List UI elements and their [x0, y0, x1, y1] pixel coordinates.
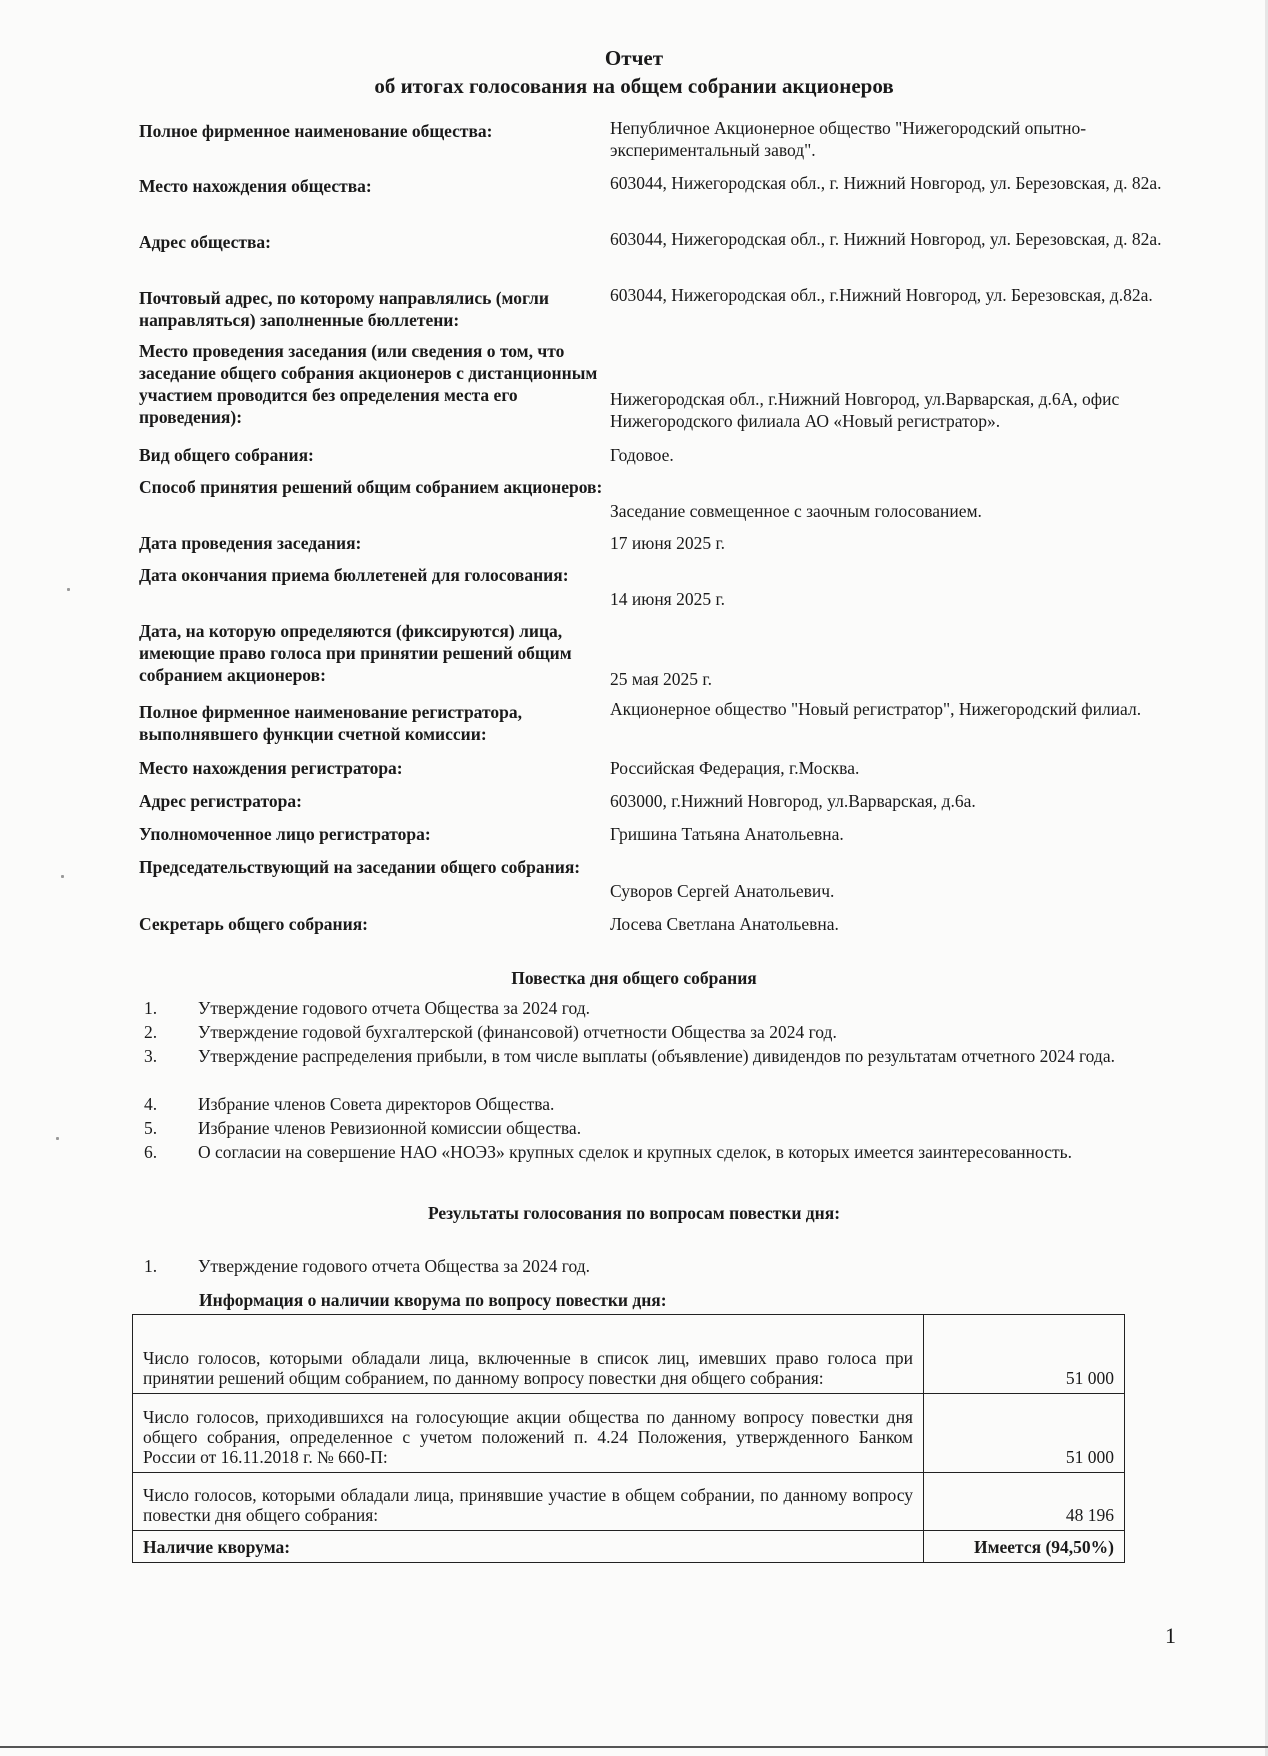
info-label: Адрес регистратора:	[139, 791, 302, 811]
info-label: Почтовый адрес, по которому направлялись (могли направляться) заполненные бюллетени:	[139, 288, 549, 330]
agenda-title: Повестка дня общего собрания	[511, 968, 757, 988]
agenda-item-number: 4.	[144, 1094, 158, 1114]
info-label: Полное фирменное наименование регистратора, выполнявшего функции счетной комиссии:	[139, 702, 522, 744]
table-row	[133, 1315, 1125, 1394]
info-value: Суворов Сергей Анатольевич.	[610, 881, 835, 901]
agenda-item-number: 2.	[144, 1022, 158, 1042]
scan-speck	[67, 588, 70, 591]
info-value: Российская Федерация, г.Москва.	[610, 758, 860, 778]
info-value: Заседание совмещенное с заочным голосованием.	[610, 501, 982, 521]
agenda-item-number: 1.	[144, 998, 158, 1018]
agenda-item-text: О согласии на совершение НАО «НОЭЗ» крупных сделок и крупных сделок, в которых имеется заинтересованность.	[198, 1142, 1072, 1162]
quorum-row-label: Число голосов, которыми обладали лица, принявшие участие в общем собрании, по данному вопросу повестки дня общего собрания:	[133, 1473, 924, 1531]
info-label: Адрес общества:	[139, 232, 271, 252]
results-question-text: Утверждение годового отчета Общества за 2024 год.	[198, 1256, 590, 1276]
quorum-row-label: Число голосов, которыми обладали лица, включенные в список лиц, имевших право голоса при принятии решений общим собранием, по данному вопросу повестки дня общего собрания:	[133, 1315, 924, 1394]
info-value: Лосева Светлана Анатольевна.	[610, 914, 839, 934]
results-title: Результаты голосования по вопросам повестки дня:	[427, 1203, 841, 1223]
info-label: Секретарь общего собрания:	[139, 914, 369, 934]
scan-speck	[56, 1137, 59, 1140]
agenda-item-text: Утверждение годовой бухгалтерской (финансовой) отчетности Общества за 2024 год.	[198, 1022, 837, 1042]
info-label: Место нахождения общества:	[139, 176, 372, 196]
agenda-item-number: 3.	[144, 1046, 158, 1066]
quorum-row-value: 48 196	[924, 1473, 1125, 1531]
quorum-row-label: Число голосов, приходившихся на голосующие акции общества по данному вопросу повестки дня общего собрания, определенное с учетом положений п. 4.24 Положения, утвержденного Банком России от 16.11.2018 г. № 660-П:	[133, 1394, 924, 1473]
agenda-item-text: Избрание членов Совета директоров Общества.	[198, 1094, 555, 1114]
quorum-title: Информация о наличии кворума по вопросу повестки дня:	[199, 1290, 667, 1310]
quorum-row-value: Имеется (94,50%)	[924, 1531, 1125, 1563]
info-label: Дата проведения заседания:	[139, 533, 362, 553]
agenda-item-text: Утверждение распределения прибыли, в том числе выплаты (объявление) дивидендов по результатам отчетного 2024 года.	[198, 1046, 1115, 1066]
info-value: Гришина Татьяна Анатольевна.	[610, 824, 844, 844]
info-label: Уполномоченное лицо регистратора:	[139, 824, 431, 844]
info-value: 17 июня 2025 г.	[610, 533, 726, 553]
quorum-row-label: Наличие кворума:	[133, 1531, 924, 1563]
info-label: Вид общего собрания:	[139, 445, 314, 465]
info-label: Дата, на которую определяются (фиксируются) лица, имеющие право голоса при принятии решений общим собранием акционеров:	[139, 621, 572, 685]
info-label: Дата окончания приема бюллетеней для голосования:	[139, 565, 569, 585]
report-title: Отчет	[604, 46, 664, 70]
page-number: 1	[1165, 1623, 1176, 1648]
info-value: Непубличное Акционерное общество "Нижегородский опытно-экспериментальный завод".	[610, 118, 1087, 160]
scan-bottom-line	[0, 1746, 1268, 1748]
quorum-row-value: 51 000	[924, 1394, 1125, 1473]
quorum-table	[132, 1314, 1125, 1563]
info-value: 603044, Нижегородская обл., г. Нижний Новгород, ул. Березовская, д. 82а.	[610, 229, 1162, 249]
report-subtitle: об итогах голосования на общем собрании акционеров	[374, 74, 894, 98]
info-label: Полное фирменное наименование общества:	[139, 121, 493, 141]
table-row	[133, 1473, 1125, 1531]
info-value: 25 мая 2025 г.	[610, 669, 712, 689]
info-value: Годовое.	[610, 445, 674, 465]
scan-speck	[61, 875, 64, 878]
info-label: Место нахождения регистратора:	[139, 758, 403, 778]
info-label: Председательствующий на заседании общего собрания:	[139, 857, 581, 877]
info-label: Способ принятия решений общим собранием акционеров:	[139, 477, 603, 497]
agenda-item-number: 6.	[144, 1142, 158, 1162]
info-value: Акционерное общество "Новый регистратор", Нижегородский филиал.	[610, 699, 1142, 719]
info-value: Нижегородская обл., г.Нижний Новгород, ул.Варварская, д.6А, офис Нижегородского филиала АО «Новый регистратор».	[610, 389, 1120, 431]
info-value: 603044, Нижегородская обл., г.Нижний Новгород, ул. Березовская, д.82а.	[610, 285, 1153, 305]
info-value: 603000, г.Нижний Новгород, ул.Варварская, д.6а.	[610, 791, 976, 811]
table-row	[133, 1394, 1125, 1473]
quorum-row-value: 51 000	[924, 1315, 1125, 1394]
agenda-item-number: 5.	[144, 1118, 158, 1138]
info-value: 14 июня 2025 г.	[610, 589, 726, 609]
results-question-number: 1.	[144, 1256, 158, 1276]
info-label: Место проведения заседания (или сведения о том, что заседание общего собрания акционеров с дистанционным участием проводится без определения места его проведения):	[139, 341, 598, 427]
agenda-item-text: Утверждение годового отчета Общества за 2024 год.	[198, 998, 590, 1018]
table-row	[133, 1531, 1125, 1563]
agenda-item-text: Избрание членов Ревизионной комиссии общества.	[198, 1118, 582, 1138]
info-value: 603044, Нижегородская обл., г. Нижний Новгород, ул. Березовская, д. 82а.	[610, 173, 1162, 193]
